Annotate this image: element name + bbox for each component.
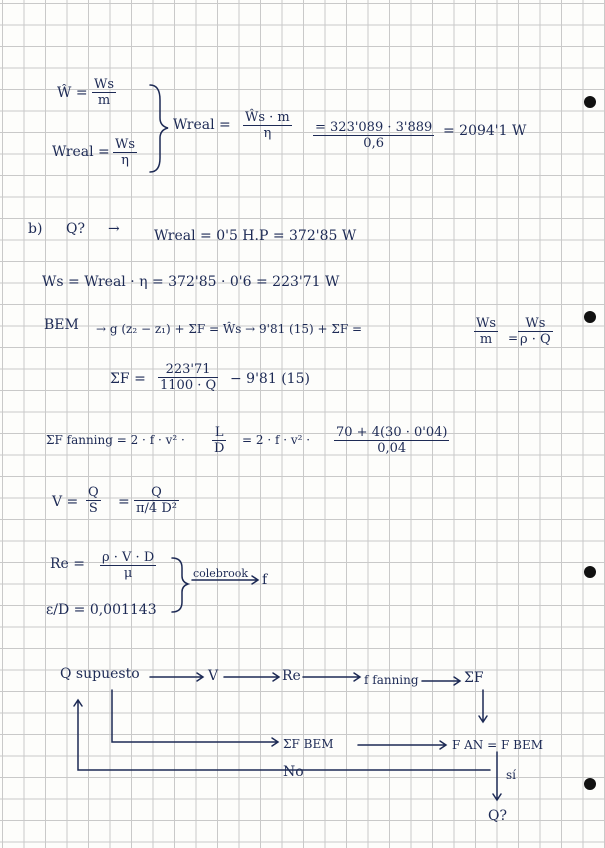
- v-equals: =: [118, 494, 130, 510]
- flow-q-result: Q?: [488, 808, 507, 824]
- section-b-label: b): [28, 221, 43, 237]
- sumf-den: 1100 · Q: [160, 378, 217, 393]
- re-num: ρ · V · D: [102, 550, 155, 565]
- v-num1: Q: [88, 485, 99, 500]
- flow-q-supuesto: Q supuesto: [60, 666, 140, 682]
- flow-sum-f: ΣF: [464, 670, 484, 686]
- flow-v: V: [208, 668, 219, 684]
- loop-to-bem: [112, 690, 278, 746]
- arrow-q-v: [150, 673, 203, 681]
- bem-equals: =: [508, 331, 519, 345]
- result-den: η: [263, 126, 272, 141]
- fanning-lhs: ΣF fanning = 2 · f · v² ·: [46, 433, 185, 447]
- arrow-bem-compare: [358, 741, 446, 749]
- bem-frac2-den: ρ · Q: [520, 332, 551, 347]
- flow-si: sí: [506, 768, 516, 782]
- wreal-eq: Wreal =: [52, 144, 110, 160]
- flow-sum-f-bem: ΣF BEM: [283, 737, 334, 751]
- result-value: = 2094'1 W: [443, 123, 527, 139]
- sumf-lhs: ΣF =: [110, 371, 146, 387]
- v-num2: Q: [134, 485, 179, 501]
- result-num: Ŵs · m: [245, 110, 290, 125]
- colebrook-label: colebrook: [193, 567, 249, 580]
- flow-compare: F AN = F BEM: [452, 738, 543, 752]
- colebrook-arrow: [192, 576, 258, 584]
- ws-line: Ws = Wreal · η = 372'85 · 0'6 = 223'71 W: [42, 274, 340, 290]
- fanning-ld-num: L: [212, 425, 226, 441]
- v-den2: π/4 D²: [136, 501, 177, 516]
- arrow-to-wreal: →: [108, 221, 120, 237]
- result-lhs: Wreal =: [173, 117, 231, 133]
- brace-section-a: [150, 85, 168, 172]
- wreal-line: Wreal = 0'5 H.P = 372'85 W: [154, 228, 357, 244]
- flow-f-fanning: f fanning: [364, 673, 419, 687]
- bem-frac2-num: Ws: [518, 316, 553, 332]
- fanning-eq: = 2 · f · v² ·: [242, 433, 311, 447]
- omega-den: m: [97, 93, 111, 108]
- fanning-ld-den: D: [214, 441, 225, 456]
- arrow-f-sumf: [422, 677, 460, 685]
- arrow-v-re: [224, 673, 279, 681]
- omega-hat-eq: Ŵ =: [57, 85, 88, 101]
- bem-frac1-den: m: [479, 332, 493, 347]
- wreal-num: Ws: [115, 137, 136, 152]
- arrow-re-f: [303, 673, 360, 681]
- fanning-den: 0,04: [377, 441, 407, 456]
- bem-label: BEM: [44, 317, 79, 333]
- result-calc-num: = 323'089 · 3'889: [315, 120, 433, 135]
- omega-num: Ws: [94, 77, 115, 92]
- wreal-den: η: [121, 153, 129, 168]
- brace-colebrook: [172, 558, 188, 612]
- loop-no: [74, 700, 490, 770]
- roughness-line: ε/D = 0,001143: [46, 602, 157, 618]
- re-lhs: Re =: [50, 556, 86, 572]
- f-out: f: [262, 572, 268, 588]
- flow-re: Re: [282, 668, 301, 684]
- v-den1: S: [88, 501, 98, 516]
- arrow-sumf-down: [479, 690, 487, 722]
- arrow-compare-down: [493, 752, 501, 800]
- v-lhs: V =: [52, 494, 79, 510]
- fanning-num: 70 + 4(30 · 0'04): [336, 425, 448, 440]
- bem-frac1-num: Ws: [476, 316, 497, 331]
- bem-equation: → g (z₂ − z₁) + ΣF = Ŵs → 9'81 (15) + ΣF =: [96, 322, 363, 336]
- sumf-num: 223'71: [158, 362, 218, 378]
- question-q: Q?: [66, 221, 85, 237]
- result-calc-den: 0,6: [363, 136, 384, 151]
- re-den: μ: [123, 566, 133, 581]
- sumf-rest: − 9'81 (15): [230, 371, 310, 387]
- flow-no: No: [283, 764, 304, 780]
